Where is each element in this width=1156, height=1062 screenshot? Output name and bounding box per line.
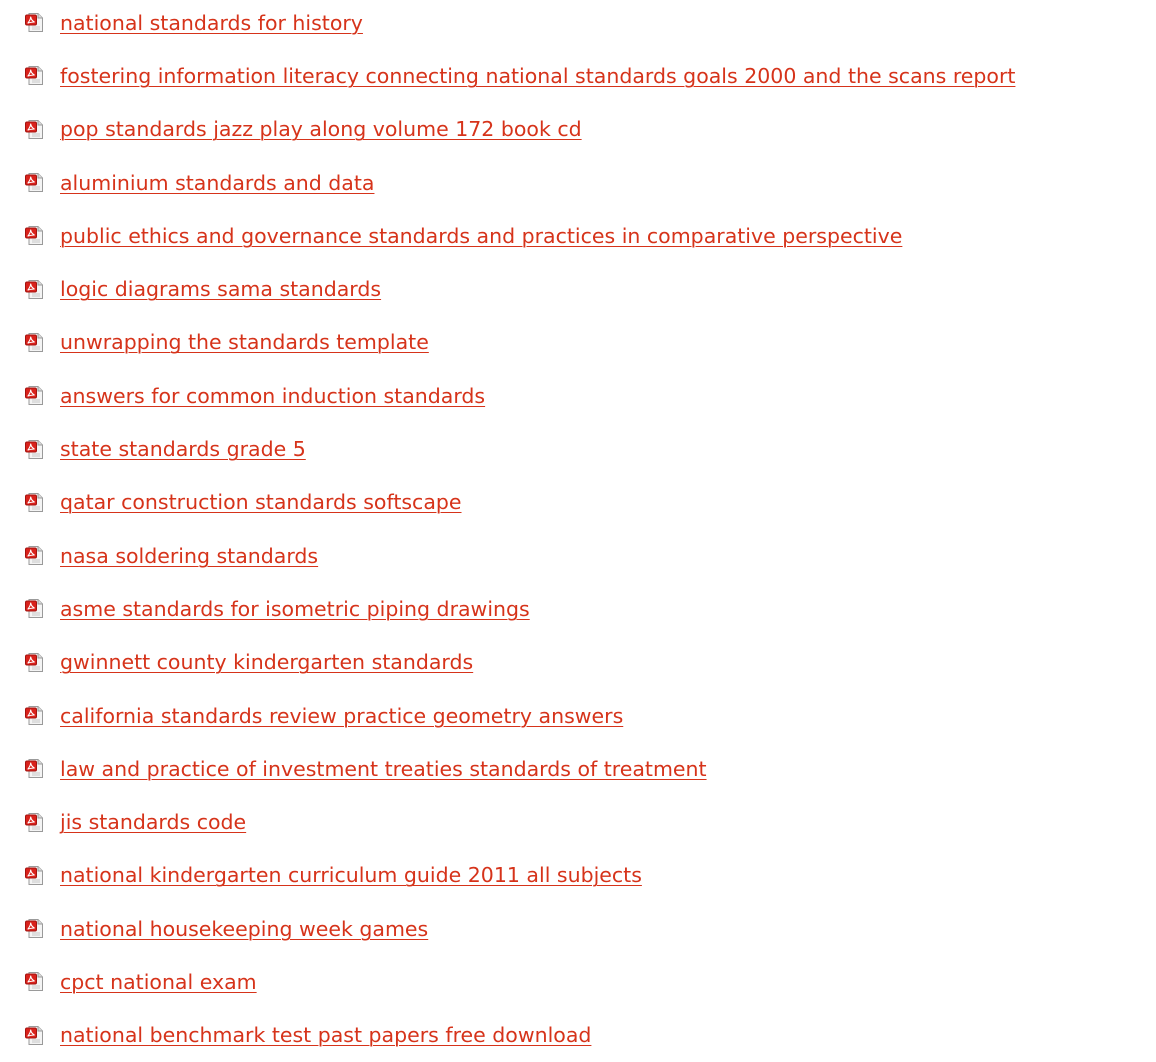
document-link[interactable]: state standards grade 5 [60, 437, 306, 462]
list-item [0, 849, 1156, 902]
document-link[interactable]: logic diagrams sama standards [60, 277, 382, 302]
document-link[interactable]: nasa soldering standards [60, 543, 319, 568]
list-item [0, 316, 1156, 369]
pdf-file-icon [25, 385, 45, 406]
list-item [0, 422, 1156, 475]
list-item [0, 369, 1156, 422]
pdf-file-icon [25, 652, 45, 673]
list-item [0, 476, 1156, 529]
pdf-file-icon [25, 172, 45, 193]
document-link[interactable]: public ethics and governance standards and practices in comparative perspective [60, 223, 903, 248]
document-link[interactable]: law and practice of investment treaties standards of treatment [60, 756, 707, 781]
document-link[interactable]: unwrapping the standards template [60, 330, 429, 355]
pdf-file-icon [25, 812, 45, 833]
document-link[interactable]: pop standards jazz play along volume 172 book cd [60, 117, 582, 142]
pdf-file-icon [25, 439, 45, 460]
pdf-file-icon [25, 1025, 45, 1046]
list-item [0, 902, 1156, 955]
document-link[interactable]: aluminium standards and data [60, 170, 375, 195]
list-item [0, 795, 1156, 848]
document-link[interactable]: national housekeeping week games [60, 916, 429, 941]
pdf-file-icon [25, 705, 45, 726]
document-link[interactable]: national standards for history [60, 10, 363, 35]
list-item [0, 582, 1156, 635]
pdf-file-icon [25, 225, 45, 246]
list-item [0, 955, 1156, 1008]
document-link[interactable]: jis standards code [60, 810, 247, 835]
list-item [0, 742, 1156, 795]
pdf-file-icon [25, 758, 45, 779]
list-item [0, 156, 1156, 209]
pdf-file-icon [25, 65, 45, 86]
document-link[interactable]: national kindergarten curriculum guide 2011 all subjects [60, 863, 642, 888]
document-link[interactable]: national benchmark test past papers free download [60, 1023, 592, 1048]
pdf-file-icon [25, 865, 45, 886]
list-item [0, 103, 1156, 156]
list-item [0, 689, 1156, 742]
list-item [0, 529, 1156, 582]
document-link[interactable]: answers for common induction standards [60, 383, 486, 408]
document-link[interactable]: asme standards for isometric piping drawings [60, 596, 530, 621]
list-item [0, 636, 1156, 689]
document-link[interactable]: qatar construction standards softscape [60, 490, 462, 515]
pdf-file-icon [25, 119, 45, 140]
list-item [0, 0, 1156, 49]
pdf-file-icon [25, 545, 45, 566]
document-link[interactable]: cpct national exam [60, 969, 257, 994]
list-item [0, 1009, 1156, 1062]
pdf-file-icon [25, 12, 45, 33]
pdf-file-icon [25, 332, 45, 353]
pdf-file-icon [25, 971, 45, 992]
pdf-file-icon [25, 492, 45, 513]
list-item [0, 209, 1156, 262]
pdf-file-icon [25, 279, 45, 300]
list-item [0, 262, 1156, 315]
document-link[interactable]: gwinnett county kindergarten standards [60, 650, 474, 675]
list-item [0, 49, 1156, 102]
document-link[interactable]: california standards review practice geometry answers [60, 703, 624, 728]
document-link[interactable]: fostering information literacy connecting national standards goals 2000 and the scans report [60, 63, 1016, 88]
pdf-file-icon [25, 598, 45, 619]
pdf-file-icon [25, 918, 45, 939]
